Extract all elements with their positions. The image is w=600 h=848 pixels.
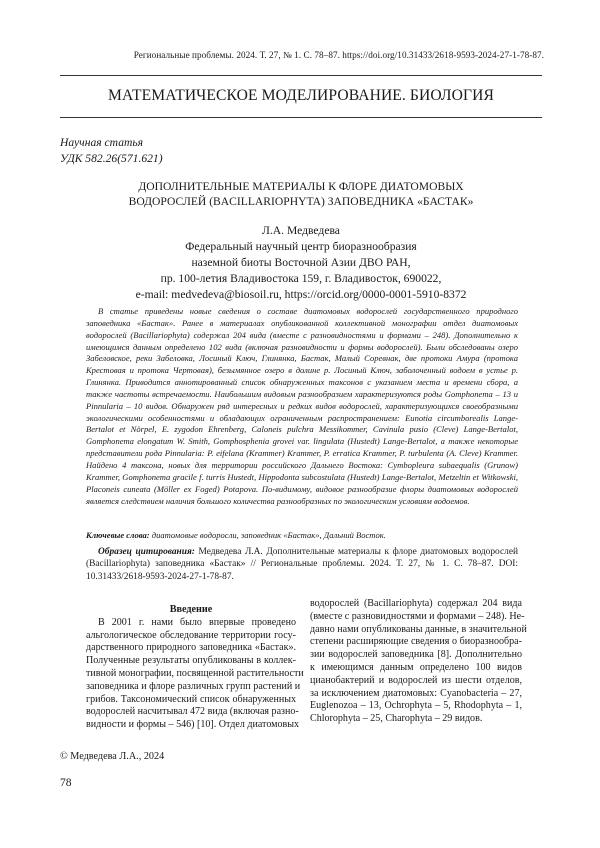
keywords <box>86 530 518 542</box>
author-name: Л.А. Медведева <box>262 224 340 237</box>
body-text-line: видности и формы – 546) [10]. Отдел диатомовых <box>86 719 300 731</box>
keywords-text: диатомовые водоросли, заповедник «Бастак», Дальний Восток. <box>151 530 386 540</box>
body-text-line: грибов. Таксономический список обнаруженных <box>86 693 296 705</box>
section-title: МАТЕМАТИЧЕСКОЕ МОДЕЛИРОВАНИЕ. БИОЛОГИЯ <box>108 87 494 104</box>
body-text-line: тивной монографии, посвященной растительности <box>86 667 304 679</box>
body-column-right <box>310 598 527 726</box>
affiliation-line: Федеральный научный центр биоразнообразия <box>185 240 417 253</box>
body-text-line: зии водорослей заповедника [8]. Дополнительно <box>310 649 522 661</box>
body-text-line: цианобактерий и водорослей из шести отделов, <box>310 674 522 686</box>
abstract: В статье приведены новые сведения о составе диатомовых водорослей государственного природного заповедника «Бастак». Ранее в материалах опубликованной коллективной монографии отдел диатомовых водорослей (Bacillariophyta) содержал 204 вида (вместе с разновидностями и формами – 248). Дополнительно к имеющимся данным определено 102 вида (включая разновидности и формы водорослей). Были обследованы озеро Забеловское, реки Забеловка, Лосиный Ключ, Глинянка, Бастак, Малый Соревнак, две протоки Амура (протока Крестовая и протока Чертовая), безымянное озеро в долине р. Лосиный Ключ, заболоченный водоем в устье р. Глинянка. Приводится аннотированный список обнаруженных таксонов с указанием места и времени сбора, а также частоты встречаемости. Наибольшим видовым разнообразием характеризуются роды Gomphonema – 13 и Pinnularia – 10 видов. Обнаружен ряд интересных и редких видов водорослей, характеризующихся своеобразными экологическими особенностями и обладающих ограниченным распространением: Eunotia circumborealis Lange-Bertalot et Nörpel, E. zygodon Ehrenberg, Caloneis pulchra Messikommer, Cavinula pusio (Cleve) Lange-Bertalot, Gomphonema elongatum W. Smith, Gomphosphenia grovei var. lingulata (Hustedt) Lange-Bertalot, а также некоторые представители рода Pinnularia: P. eifelana (Krammer) Krammer, P. erratica Krammer, P. turbulenta (A. Cleve) Krammer. Найдено 4 таксона, новых для территории российского Дальнего Востока: Cymbopleura subaequalis (Grunow) Krammer, Gomphonema gracile f. turris Hustedt, Hippodonta subcostulata (Hustedt) Lange-Bertalot, Metzeltin et Witkowski, Placoneis cuneata (Möller ex Foged) Potapova. По-видимому, видовое разнообразие флоры диатомовых водорослей является следствием наличия большого количества разнообразных по экологическим условиям водоемов. <box>86 306 518 506</box>
section-heading-introduction: Введение <box>169 604 213 615</box>
body-text-line: (вместе с разновидностями и формами – 248). Не- <box>310 610 525 622</box>
running-header: Региональные проблемы. 2024. Т. 27, № 1. С. 78–87. https://doi.org/10.31433/2618-9593-2024-27-1-78-87. <box>133 50 544 60</box>
affiliation-line: наземной биоты Восточной Азии ДВО РАН, <box>191 256 411 269</box>
body-text-line: альгологическое обследование территории госу- <box>86 629 296 641</box>
body-text-line: к имеющимся данным определено 100 видов <box>310 661 522 673</box>
header-rule-bottom <box>60 117 542 118</box>
article-title-line-2: ВОДОРОСЛЕЙ (BACILLARIOPHYTA) ЗАПОВЕДНИКА «БАСТАК» <box>128 195 474 208</box>
affiliation-line: пр. 100-летия Владивостока 159, г. Владивосток, 690022, <box>160 272 442 285</box>
body-text-line: Euglenozoa – 13, Ochrophyta – 5, Rhodophyta – 1, <box>310 700 522 712</box>
body-text-line: водорослей (Bacillariophyta) содержал 204 вида <box>310 598 522 609</box>
article-type: Научная статья <box>60 136 144 149</box>
keywords-label: Ключевые слова: <box>86 530 150 540</box>
body-text-line: В 2001 г. нами было впервые проведено <box>98 616 296 628</box>
body-text-line: заповедника и флоре различных групп растений и <box>86 680 301 692</box>
citation-text: Медведева Л.А. Дополнительные материалы к флоре диатомовых водорослей (Bacillariophyta) заповедника «Бастак» // Региональные проблемы. 2024. Т. 27, № 1. С. 78–87. DOI: 10.31433/2618-9593-2024-27-1-78-87. <box>86 547 518 582</box>
article-title-line-1: ДОПОЛНИТЕЛЬНЫЕ МАТЕРИАЛЫ К ФЛОРЕ ДИАТОМОВЫХ <box>138 180 464 193</box>
body-text-line: за исключением диатомовых: Cyanobacteria – 27, <box>310 687 522 699</box>
udc-code: УДК 582.26(571.621) <box>60 152 163 165</box>
author-contacts: e-mail: medvedeva@biosoil.ru, https://orcid.org/0000-0001-5910-8372 <box>135 288 467 301</box>
body-text-line: степени расширяющие сведения о биоразнообра- <box>310 636 522 648</box>
body-text-line: дарственного природного заповедника «Бастак». <box>86 642 296 654</box>
body-column-left <box>86 604 304 732</box>
header-rule-top <box>60 75 542 76</box>
body-text-line: Chlorophyta – 25, Charophyta – 29 видов. <box>310 713 483 725</box>
citation-label: Образец цитирования: <box>98 547 195 557</box>
body-text-line: водорослей насчитывал 472 вида (включая разно- <box>86 706 299 718</box>
body-text-line: давно нами опубликованы данные, в значительной <box>310 623 527 635</box>
copyright-notice: © Медведева Л.А., 2024 <box>60 751 165 762</box>
body-text-line: Полученные результаты опубликованы в коллек- <box>86 655 296 667</box>
citation-block <box>86 546 518 583</box>
page-number: 78 <box>60 776 72 789</box>
